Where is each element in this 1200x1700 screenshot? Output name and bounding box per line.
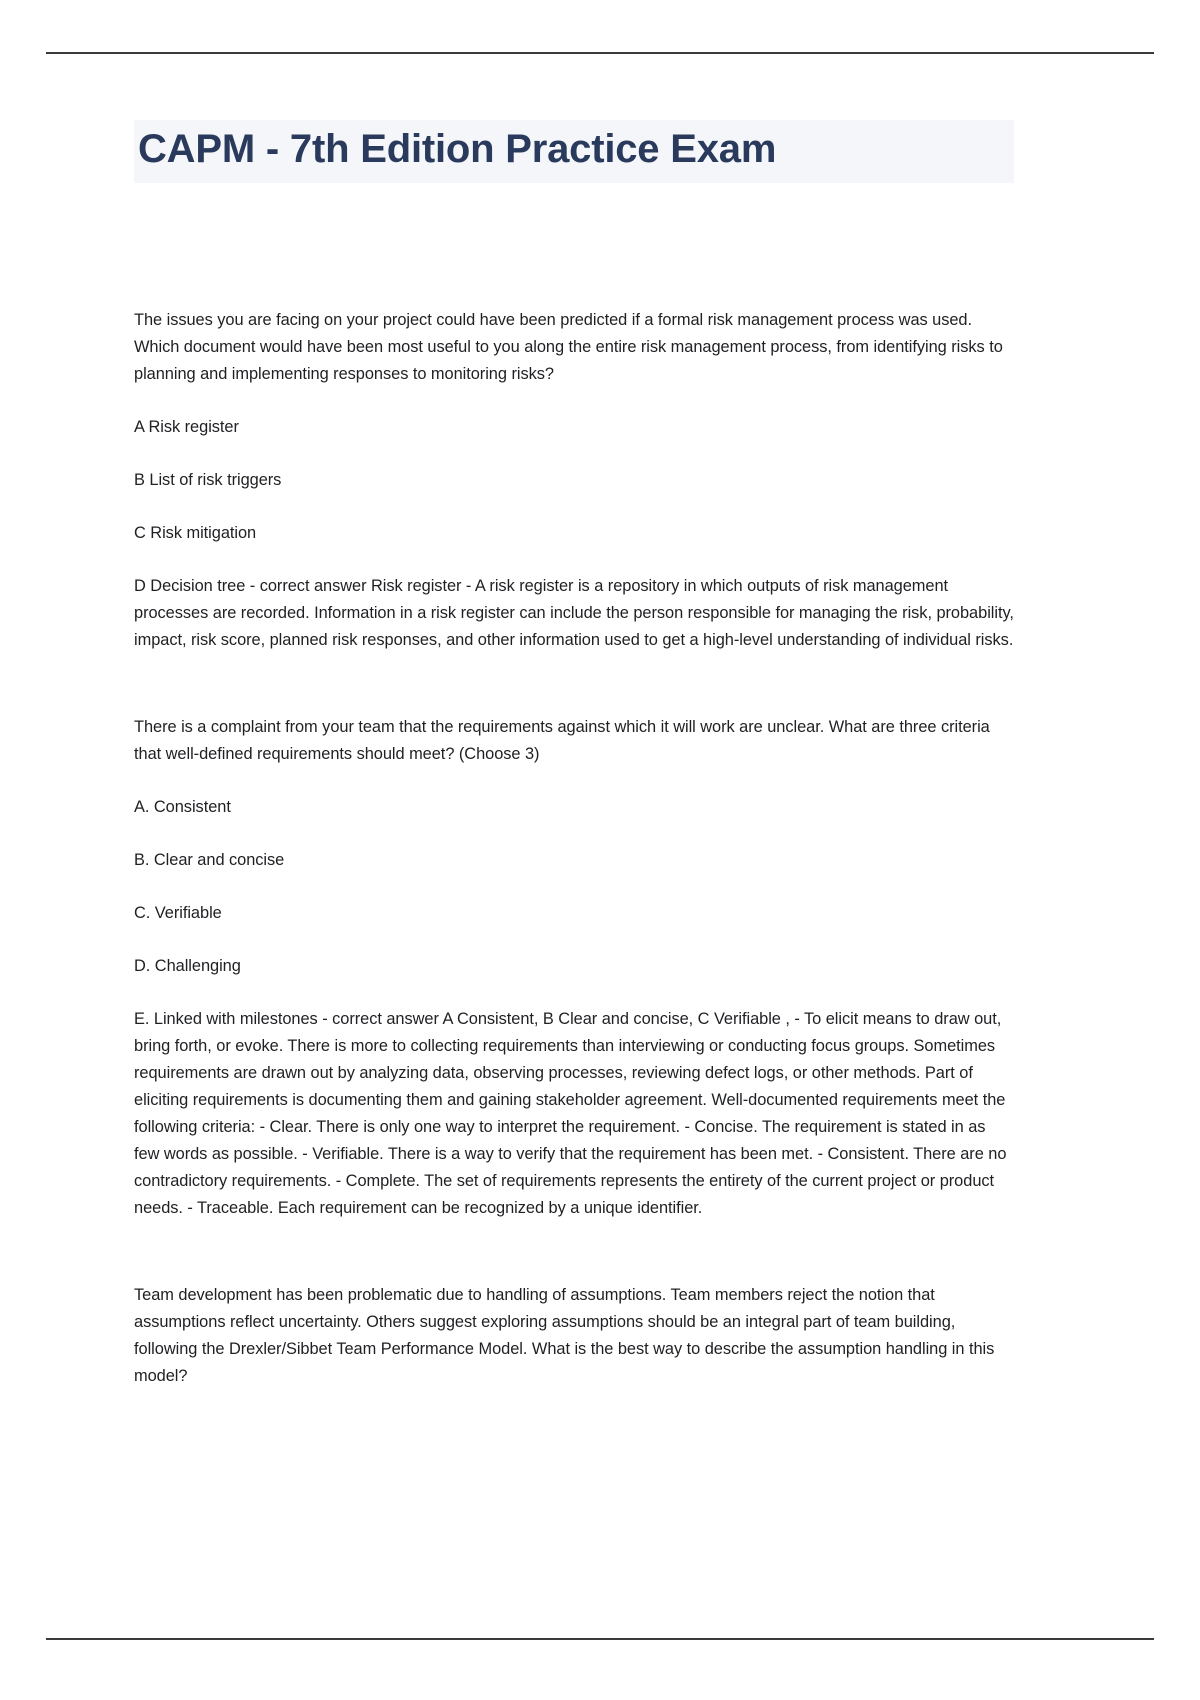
question-stem: There is a complaint from your team that the requirements against which it will work are unclear. What are three criteria that well-defined requirements should meet? (Choose 3) — [134, 718, 990, 764]
question-stem: The issues you are facing on your project could have been predicted if a formal risk management process was used. Which document would have been most useful to you along the entire risk management process, from identifying risks to planning and implementing responses to monitoring risks? — [134, 311, 1003, 384]
question-stem: Team development has been problematic due to handling of assumptions. Team members reject the notion that assumptions reflect uncertainty. Others suggest exploring assumptions should be an integral part of team building, following the Drexler/Sibbet Team Performance Model. What is the best way to describe the assumption handling in this model? — [134, 1286, 995, 1386]
question-block-2 — [134, 714, 1014, 1222]
answer-option-e-with-explanation: E. Linked with milestones - correct answer A Consistent, B Clear and concise, C Verifiable , - To elicit means to draw out, bring forth, or evoke. There is more to collecting requirements than interviewing or conducting focus groups. Sometimes requirements are drawn out by analyzing data, observing processes, reviewing defect logs, or other methods. Part of eliciting requirements is documenting them and gaining stakeholder agreement. Well-documented requirements meet the following criteria: - Clear. There is only one way to interpret the requirement. - Concise. The requirement is stated in as few words as possible. - Verifiable. There is a way to verify that the requirement has been met. - Consistent. There are no contradictory requirements. - Complete. The set of requirements represents the entirety of the current project or product needs. - Traceable. Each requirement can be recognized by a unique identifier. — [134, 1010, 1007, 1218]
answer-option-b: B. Clear and concise — [134, 851, 285, 870]
answer-option-d: D. Challenging — [134, 957, 241, 976]
section-spacer — [134, 680, 1014, 714]
answer-option-a: A Risk register — [134, 418, 239, 437]
question-block-1 — [134, 307, 1014, 654]
answer-option-d-with-explanation: D Decision tree - correct answer Risk register - A risk register is a repository in which outputs of risk management processes are recorded. Information in a risk register can include the person responsible for managing the risk, probability, impact, risk score, planned risk responses, and other information used to get a high-level understanding of individual risks. — [134, 577, 1014, 650]
title-band — [134, 120, 1014, 183]
question-block-3 — [134, 1282, 1014, 1390]
questions-body — [134, 307, 1014, 1390]
answer-option-c: C Risk mitigation — [134, 524, 257, 543]
answer-option-c: C. Verifiable — [134, 904, 222, 923]
footer-divider-rule — [46, 1638, 1154, 1640]
answer-option-b: B List of risk triggers — [134, 471, 282, 490]
header-divider-rule — [46, 52, 1154, 54]
document-content — [134, 120, 1014, 1416]
page-title: CAPM - 7th Edition Practice Exam — [138, 127, 777, 171]
answer-option-a: A. Consistent — [134, 798, 231, 817]
section-spacer — [134, 1248, 1014, 1282]
